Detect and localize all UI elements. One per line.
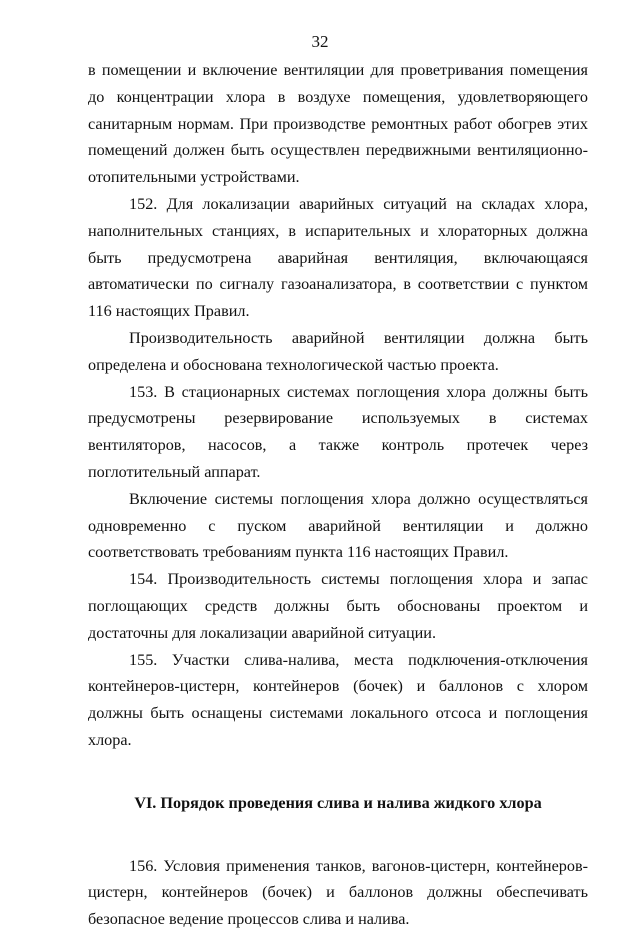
paragraph-155: 155. Участки слива-налива, места подключения-отключения контейнеров-цистерн, контейнеров (бочек) и баллонов с хлором должны быть оснащены системами локального отсоса и поглощения хлора.: [88, 650, 588, 749]
paragraph-152-performance: Производительность аварийной вентиляции должна быть определена и обоснована технологической частью проекта.: [88, 328, 588, 374]
paragraph-continuation: в помещении и включение вентиляции для проветривания помещения до концентрации хлора в воздухе помещения, удовлетворяющего санитарным нормам. При производстве ремонтных работ обогрев этих помещений должен быть осуществлен передвижными вентиляционно-отопительными устройствами.: [88, 61, 588, 187]
paragraph-156: 156. Условия применения танков, вагонов-цистерн, контейнеров-цистерн, контейнеров (бочек) и баллонов должны обеспечивать безопасное ведение процессов слива и налива.: [88, 856, 588, 929]
page-number: 32: [311, 32, 329, 51]
document-body: [88, 57, 588, 933]
paragraph-154: 154. Производительность системы поглощения хлора и запас поглощающих средств должны быть обоснованы проектом и достаточны для локализации аварийной ситуации.: [88, 570, 588, 642]
paragraph-152: 152. Для локализации аварийных ситуаций на складах хлора, наполнительных станциях, в испарительных и хлораторных должна быть предусмотрена аварийная вентиляция, включающаяся автоматически по сигналу газоанализатора, в соответствии с пунктом 116 настоящих Правил.: [88, 194, 588, 321]
section-heading: VI. Порядок проведения слива и налива жидкого хлора: [134, 793, 542, 812]
paragraph-153-activation: Включение системы поглощения хлора должно осуществляться одновременно с пуском аварийной вентиляции и должно соответствовать требованиям пункта 116 настоящих Правил.: [88, 489, 588, 562]
paragraph-153: 153. В стационарных системах поглощения хлора должны быть предусмотрены резервирование используемых в системах вентиляторов, насосов, а также контроль протечек через поглотительный аппарат.: [88, 382, 588, 481]
